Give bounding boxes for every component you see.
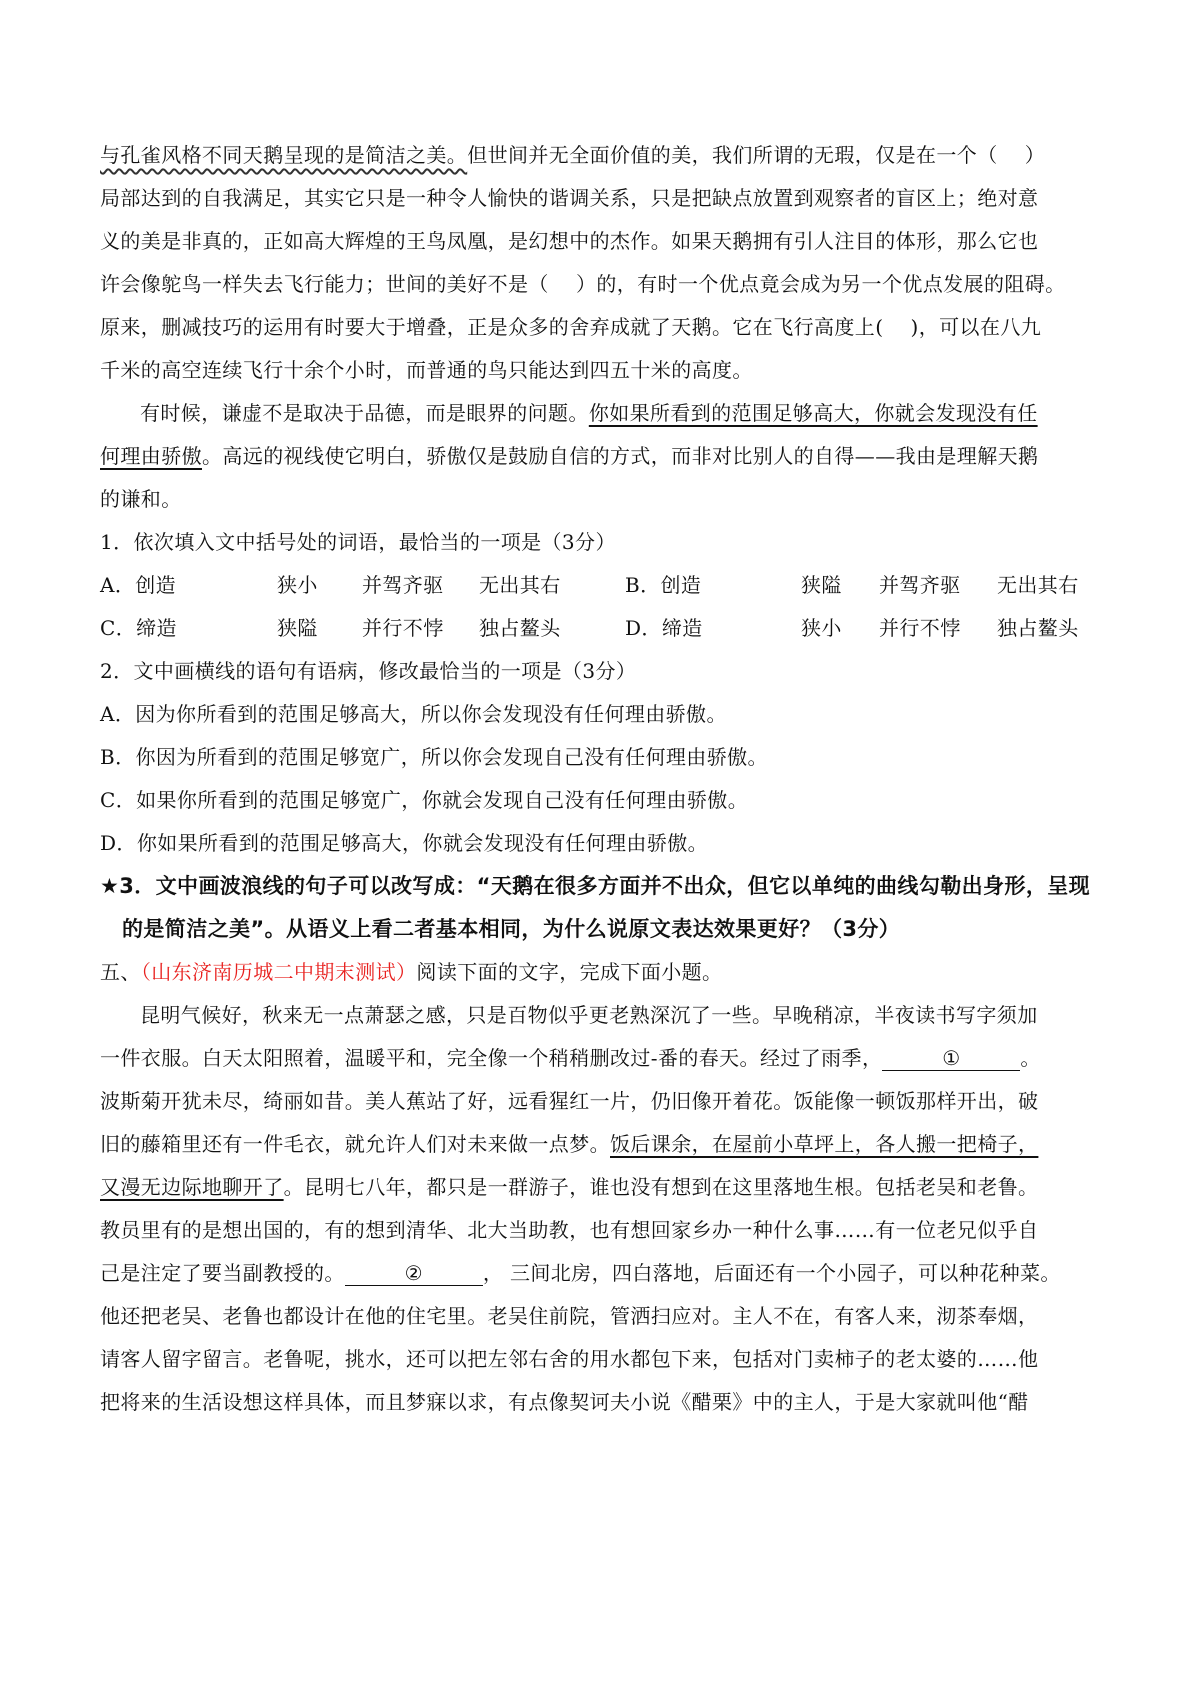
question-3-line-2: 的是简洁之美”。从语义上看二者基本相同，为什么说原文表达效果更好？（3分）	[122, 917, 901, 941]
passage1-line-3: 义的美是非真的，正如高大辉煌的王鸟凤凰，是幻想中的杰作。如果天鹅拥有引人注目的体形，那么它也	[100, 229, 1039, 253]
passage2-line-6: 教员里有的是想出国的，有的想到清华、北大当助教，也有想回家乡办一种什么事……有一位老兄似乎自	[100, 1218, 1039, 1242]
wavy-underlined-sentence: 与孔雀风格不同天鹅呈现的是简洁之美。	[100, 143, 468, 167]
passage1-para2-line-3: 的谦和。	[100, 487, 182, 511]
passage1-line-5: 原来，删减技巧的运用有时要大于增叠，正是众多的舍弃成就了天鹅。它在飞行高度上( )，可以在八九	[100, 315, 1042, 339]
question-1-options-row-2: C．缔造 狭隘 并行不悖 独占鳌头 D．缔造 狭小 并行不悖 独占鳌头	[100, 616, 1079, 640]
passage2-line-4: 旧的藤箱里还有一件毛衣，就允许人们对未来做一点梦。饭后课余，在屋前小草坪上，各人搬一把椅子，	[100, 1132, 1039, 1156]
underlined-sentence: 饭后课余，在屋前小草坪上，各人搬一把椅子，	[610, 1132, 1039, 1156]
passage1-line-4: 许会像鸵鸟一样失去飞行能力；世间的美好不是（ ）的，有时一个优点竟会成为另一个优点发展的阻碍。	[100, 272, 1066, 296]
underlined-sentence-end: 又漫无边际地聊开了	[100, 1175, 284, 1199]
underlined-sentence: 你如果所看到的范围足够高大，你就会发现没有任	[588, 401, 1038, 425]
passage2-line-7: 己是注定了要当副教授的。 ② ， 三间北房，四白落地，后面还有一个小园子，可以种花种菜。	[100, 1261, 1061, 1285]
passage1-para2-line-1: 有时候，谦虚不是取决于品德，而是眼界的问题。你如果所看到的范围足够高大，你就会发现没有任	[140, 401, 1038, 425]
passage2-line-10: 把将来的生活设想这样具体，而且梦寐以求，有点像契诃夫小说《醋栗》中的主人，于是大家就叫他“醋	[100, 1390, 1029, 1414]
question-2-stem: 2．文中画横线的语句有语病，修改最恰当的一项是（3分）	[100, 659, 637, 683]
section-5-header: 五、（山东济南历城二中期末测试）阅读下面的文字，完成下面小题。	[100, 960, 723, 984]
passage2-line-8: 他还把老吴、老鲁也都设计在他的住宅里。老吴住前院，管洒扫应对。主人不在，有客人来，沏茶奉烟，	[100, 1304, 1039, 1328]
question-2-option-c: C．如果你所看到的范围足够宽广，你就会发现自己没有任何理由骄傲。	[100, 788, 749, 812]
question-1-stem: 1．依次填入文中括号处的词语，最恰当的一项是（3分）	[100, 530, 616, 554]
question-1-options-row-1: A．创造 狭小 并驾齐驱 无出其右 B．创造 狭隘 并驾齐驱 无出其右	[100, 573, 1079, 597]
passage1-line-1: 与孔雀风格不同天鹅呈现的是简洁之美。但世间并无全面价值的美，我们所谓的无瑕，仅是在一个（ ）	[100, 143, 1046, 167]
underlined-sentence-end: 何理由骄傲	[100, 444, 202, 468]
question-3-line-1: ★3．文中画波浪线的句子可以改写成：“天鹅在很多方面并不出众，但它以单纯的曲线勾勒出身形，呈现	[100, 874, 1091, 898]
option-c: C．缔造	[100, 616, 177, 640]
question-2-option-a: A．因为你所看到的范围足够高大，所以你会发现没有任何理由骄傲。	[100, 702, 727, 726]
passage2-line-3: 波斯菊开犹未尽，绮丽如昔。美人蕉站了好，远看猩红一片，仍旧像开着花。饭能像一顿饭那样开出，破	[100, 1089, 1039, 1113]
passage2-line-1: 昆明气候好，秋来无一点萧瑟之感，只是百物似乎更老熟深沉了一些。早晚稍凉，半夜读书写字须加	[140, 1003, 1038, 1027]
passage2-line-5: 又漫无边际地聊开了。昆明七八年，都只是一群游子，谁也没有想到在这里落地生根。包括老吴和老鲁。	[100, 1175, 1039, 1199]
question-2-option-b: B．你因为所看到的范围足够宽广，所以你会发现自己没有任何理由骄傲。	[100, 745, 768, 769]
passage1-line-6: 千米的高空连续飞行十余个小时，而普通的鸟只能达到四五十米的高度。	[100, 358, 753, 382]
passage1-line-2: 局部达到的自我满足，其实它只是一种令人愉快的谐调关系，只是把缺点放置到观察者的盲区上；绝对意	[100, 186, 1039, 210]
option-a: A．创造	[100, 573, 177, 597]
blank-1: ①	[882, 1046, 1020, 1071]
option-b: B．创造	[625, 573, 702, 597]
blank-2: ②	[345, 1261, 483, 1286]
passage2-line-9: 请客人留字留言。老鲁呢，挑水，还可以把左邻右舍的用水都包下来，包括对门卖柿子的老太婆的……他	[100, 1347, 1039, 1371]
question-2-option-d: D．你如果所看到的范围足够高大，你就会发现没有任何理由骄傲。	[100, 831, 709, 855]
passage2-line-2: 一件衣服。白天太阳照着，温暖平和，完全像一个稍稍删改过-番的春天。经过了雨季， ① 。	[100, 1046, 1041, 1070]
source-label: （山东济南历城二中期末测试）	[140, 960, 417, 984]
option-d: D．缔造	[625, 616, 703, 640]
passage1-para2-line-2: 何理由骄傲。高远的视线使它明白，骄傲仅是鼓励自信的方式，而非对比别人的自得——我由是理解天鹅	[100, 444, 1039, 468]
